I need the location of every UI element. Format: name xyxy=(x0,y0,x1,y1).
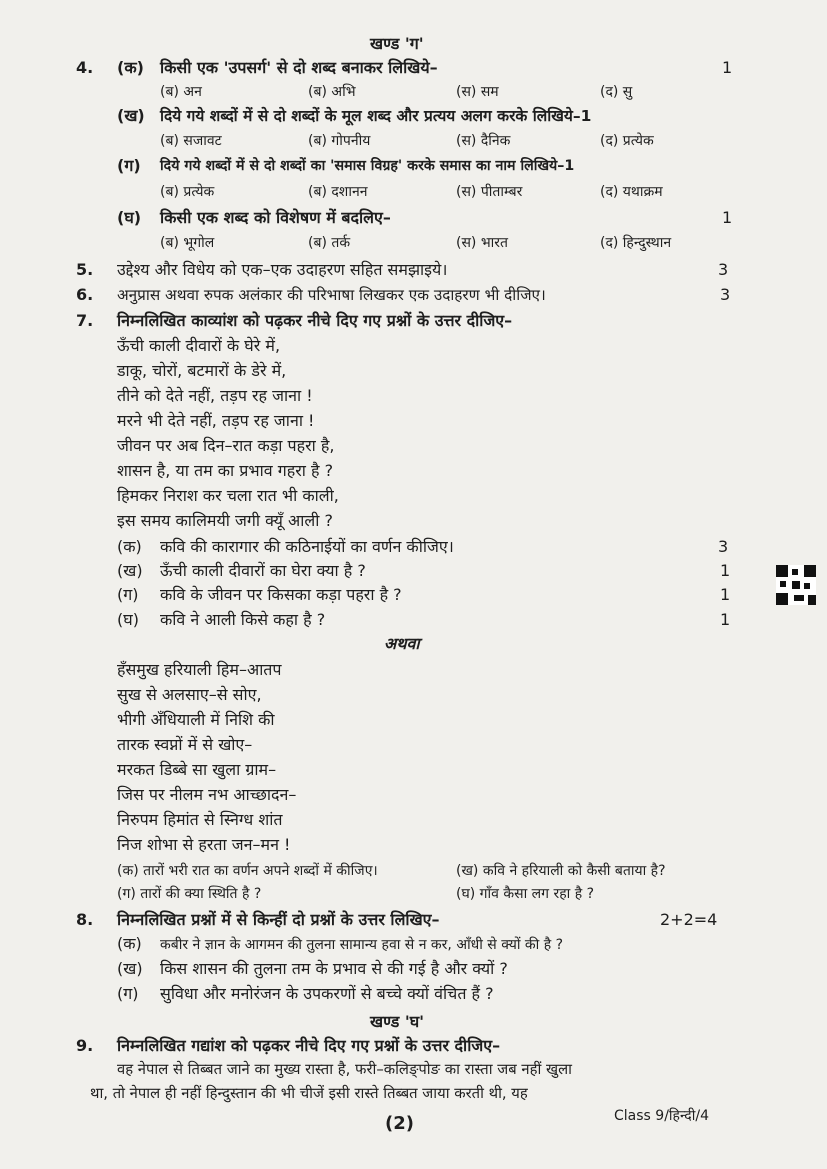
question-number: 7. xyxy=(76,311,94,330)
option: (द) हिन्दुस्थान xyxy=(600,235,672,251)
sub-label: (क) xyxy=(117,934,142,953)
poem-line: सुख से अलसाए–से सोए, xyxy=(117,685,262,704)
section-heading: खण्ड 'ग' xyxy=(370,34,424,53)
poem-line: निज शोभा से हरता जन–मन ! xyxy=(117,835,291,854)
question-text: निम्नलिखित प्रश्नों में से किन्हीं दो प्रश्नों के उत्तर लिखिए– xyxy=(117,910,440,929)
sub-label: (ग) xyxy=(117,585,139,604)
question-number: 4. xyxy=(76,58,94,77)
marks: 3 xyxy=(718,537,729,556)
page-number: (2) xyxy=(385,1113,414,1134)
question-text: (घ) गाँव कैसा लग रहा है ? xyxy=(456,886,595,902)
question-text: कवि ने आली किसे कहा है ? xyxy=(160,610,326,629)
question-text: किस शासन की तुलना तम के प्रभाव से की गई है और क्यों ? xyxy=(160,959,508,978)
question-text: कवि के जीवन पर किसका कड़ा पहरा है ? xyxy=(160,585,402,604)
poem-line: जीवन पर अब दिन–रात कड़ा पहरा है, xyxy=(117,436,335,455)
poem-line: जिस पर नीलम नभ आच्छादन– xyxy=(117,785,297,804)
poem-line: तीने को देते नहीं, तड़प रह जाना ! xyxy=(117,386,313,405)
poem-line: हँसमुख हरियाली हिम–आतप xyxy=(117,660,282,679)
poem-line: निरुपम हिमांत से स्निग्ध शांत xyxy=(117,810,283,829)
passage-line: था, तो नेपाल ही नहीं हिन्दुस्तान की भी चीजें इसी रास्ते तिब्बत जाया करती थी, यह xyxy=(90,1085,528,1102)
marks: 1 xyxy=(720,561,731,580)
option: (ब) सजावट xyxy=(160,133,222,149)
poem-line: मरने भी देते नहीं, तड़प रह जाना ! xyxy=(117,411,315,430)
question-text: किसी एक 'उपसर्ग' से दो शब्द बनाकर लिखिये– xyxy=(160,58,438,77)
poem-line: इस समय कालिमयी जगी क्यूँ आली ? xyxy=(117,511,333,530)
question-text: (ख) कवि ने हरियाली को कैसी बताया है? xyxy=(456,863,666,879)
poem-line: भीगी अँधियाली में निशि की xyxy=(117,710,275,729)
option: (द) प्रत्येक xyxy=(600,133,654,149)
sub-label: (घ) xyxy=(117,208,142,227)
question-text: दिये गये शब्दों में से दो शब्दों का 'समास विग्रह' करके समास का नाम लिखिये–1 xyxy=(160,158,575,174)
marks: 1 xyxy=(720,610,731,629)
option: (ब) दशानन xyxy=(308,184,368,200)
option: (द) यथाक्रम xyxy=(600,184,663,200)
poem-line: शासन है, या तम का प्रभाव गहरा है ? xyxy=(117,461,334,480)
marks: 3 xyxy=(718,260,729,279)
question-text: (क) तारों भरी रात का वर्णन अपने शब्दों में कीजिए। xyxy=(117,863,378,879)
poem-line: डाकू, चोरों, बटमारों के डेरे में, xyxy=(117,361,287,380)
question-text: कवि की कारागार की कठिनाईयों का वर्णन कीजिए। xyxy=(160,537,454,556)
question-number: 6. xyxy=(76,285,94,304)
option: (ब) तर्क xyxy=(308,235,351,251)
option: (स) पीताम्बर xyxy=(456,184,523,200)
poem-line: मरकत डिब्बे सा खुला ग्राम– xyxy=(117,760,277,779)
option: (ब) गोपनीय xyxy=(308,133,371,149)
class-label: Class 9/हिन्दी/4 xyxy=(614,1108,709,1124)
question-text: निम्नलिखित गद्यांश को पढ़कर नीचे दिए गए प्रश्नों के उत्तर दीजिए– xyxy=(117,1036,501,1055)
question-text: (ग) तारों की क्या स्थिति है ? xyxy=(117,886,262,902)
sub-label: (ख) xyxy=(117,561,143,580)
option: (द) सु xyxy=(600,84,633,100)
sub-label: (क) xyxy=(117,58,144,77)
sub-label: (ग) xyxy=(117,984,139,1003)
question-text: सुविधा और मनोरंजन के उपकरणों से बच्चे क्यों वंचित हैं ? xyxy=(160,984,494,1003)
section-heading: खण्ड 'घ' xyxy=(370,1012,425,1031)
option: (स) दैनिक xyxy=(456,133,511,149)
question-text: उद्देश्य और विधेय को एक–एक उदाहरण सहित समझाइये। xyxy=(117,260,448,279)
marks: 3 xyxy=(720,285,731,304)
sub-label: (ग) xyxy=(117,156,141,175)
poem-line: तारक स्वप्नों में से खोए– xyxy=(117,735,253,754)
qr-code-icon xyxy=(776,565,816,605)
question-number: 5. xyxy=(76,260,94,279)
option: (स) भारत xyxy=(456,235,509,251)
question-text: कबीर ने ज्ञान के आगमन की तुलना सामान्य हवा से न कर, आँधी से क्यों की है ? xyxy=(160,937,564,953)
sub-label: (घ) xyxy=(117,610,139,629)
sub-label: (क) xyxy=(117,537,142,556)
question-number: 8. xyxy=(76,910,94,929)
marks: 2+2=4 xyxy=(660,910,718,929)
option: (ब) अन xyxy=(160,84,202,100)
passage-line: वह नेपाल से तिब्बत जाने का मुख्य रास्ता है, फरी–कलिङ्पोङ का रास्ता जब नहीं खुला xyxy=(117,1061,572,1078)
marks: 1 xyxy=(722,58,733,77)
option: (ब) अभि xyxy=(308,84,356,100)
sub-label: (ख) xyxy=(117,959,143,978)
option: (स) सम xyxy=(456,84,499,100)
marks: 1 xyxy=(722,208,733,227)
question-text: किसी एक शब्द को विशेषण में बदलिए– xyxy=(160,208,391,227)
question-text: दिये गये शब्दों में से दो शब्दों के मूल शब्द और प्रत्यय अलग करके लिखिये–1 xyxy=(160,107,592,125)
question-text: अनुप्रास अथवा रुपक अलंकार की परिभाषा लिखकर एक उदाहरण भी दीजिए। xyxy=(117,286,546,304)
sub-label: (ख) xyxy=(117,106,145,125)
poem-line: ऊँची काली दीवारों के घेरे में, xyxy=(117,336,281,355)
question-text: ऊँची काली दीवारों का घेरा क्या है ? xyxy=(160,561,366,580)
question-text: निम्नलिखित काव्यांश को पढ़कर नीचे दिए गए प्रश्नों के उत्तर दीजिए– xyxy=(117,311,513,330)
option: (ब) प्रत्येक xyxy=(160,184,215,200)
option: (ब) भूगोल xyxy=(160,235,215,251)
question-number: 9. xyxy=(76,1036,94,1055)
marks: 1 xyxy=(720,585,731,604)
or-divider: अथवा xyxy=(384,634,420,653)
poem-line: हिमकर निराश कर चला रात भी काली, xyxy=(117,486,339,505)
